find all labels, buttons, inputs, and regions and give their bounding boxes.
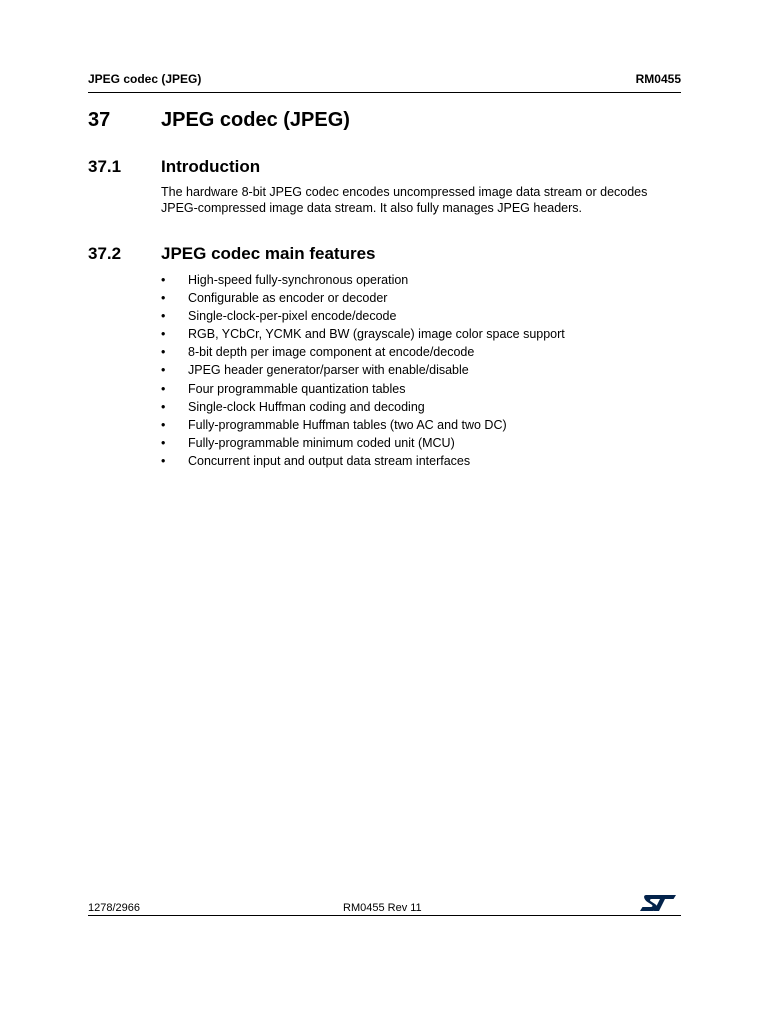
footer-doc-revision: RM0455 Rev 11 <box>343 902 422 914</box>
list-item <box>161 289 681 307</box>
introduction-paragraph <box>161 185 681 216</box>
section-number: 37.2 <box>88 244 122 263</box>
bullet-icon: • <box>161 417 166 432</box>
paragraph-line: JPEG-compressed image data stream. It also fully manages JPEG headers. <box>161 200 583 215</box>
features-list <box>161 271 681 470</box>
bullet-icon: • <box>161 273 166 287</box>
bullet-icon: • <box>161 291 166 306</box>
header-doc-id: RM0455 <box>635 72 681 86</box>
bullet-icon: • <box>161 363 166 378</box>
list-item <box>161 271 681 289</box>
list-item-text: Four programmable quantization tables <box>188 381 406 396</box>
bullet-icon: • <box>161 345 166 360</box>
bullet-icon: • <box>161 435 166 450</box>
list-item <box>161 416 681 434</box>
list-item-text: Single-clock-per-pixel encode/decode <box>188 309 397 324</box>
list-item-text: Single-clock Huffman coding and decoding <box>188 399 425 414</box>
list-item <box>161 434 681 452</box>
section-title: Introduction <box>161 157 261 176</box>
list-item-text: High-speed fully-synchronous operation <box>188 273 409 287</box>
list-item <box>161 398 681 416</box>
list-item <box>161 380 681 398</box>
bullet-icon: • <box>161 381 166 396</box>
list-item-text: RGB, YCbCr, YCMK and BW (grayscale) image color space support <box>188 327 565 342</box>
chapter-number: 37 <box>88 109 111 131</box>
bullet-icon: • <box>161 453 166 468</box>
list-item-text: Fully-programmable Huffman tables (two AC and two DC) <box>188 417 507 432</box>
list-item <box>161 307 681 325</box>
list-item <box>161 361 681 379</box>
section-title: JPEG codec main features <box>161 244 376 263</box>
list-item <box>161 452 681 470</box>
bullet-icon: • <box>161 309 166 324</box>
section-number: 37.1 <box>88 157 122 176</box>
list-item-text: JPEG header generator/parser with enable/disable <box>188 363 469 378</box>
chapter-title: JPEG codec (JPEG) <box>161 109 350 131</box>
header-rule <box>88 92 681 93</box>
footer-page-number: 1278/2966 <box>88 902 140 914</box>
list-item-text: Concurrent input and output data stream interfaces <box>188 453 471 468</box>
list-item-text: Configurable as encoder or decoder <box>188 291 388 306</box>
header-chapter-title: JPEG codec (JPEG) <box>88 72 202 86</box>
st-logo-icon <box>638 893 678 913</box>
list-item-text: 8-bit depth per image component at encode/decode <box>188 345 475 360</box>
list-item-text: Fully-programmable minimum coded unit (MCU) <box>188 435 455 450</box>
bullet-icon: • <box>161 327 166 342</box>
page-header <box>88 72 681 92</box>
list-item <box>161 325 681 343</box>
bullet-icon: • <box>161 399 166 414</box>
list-item <box>161 343 681 361</box>
paragraph-line: The hardware 8-bit JPEG codec encodes uncompressed image data stream or decodes <box>161 185 648 199</box>
footer-rule <box>88 915 681 916</box>
